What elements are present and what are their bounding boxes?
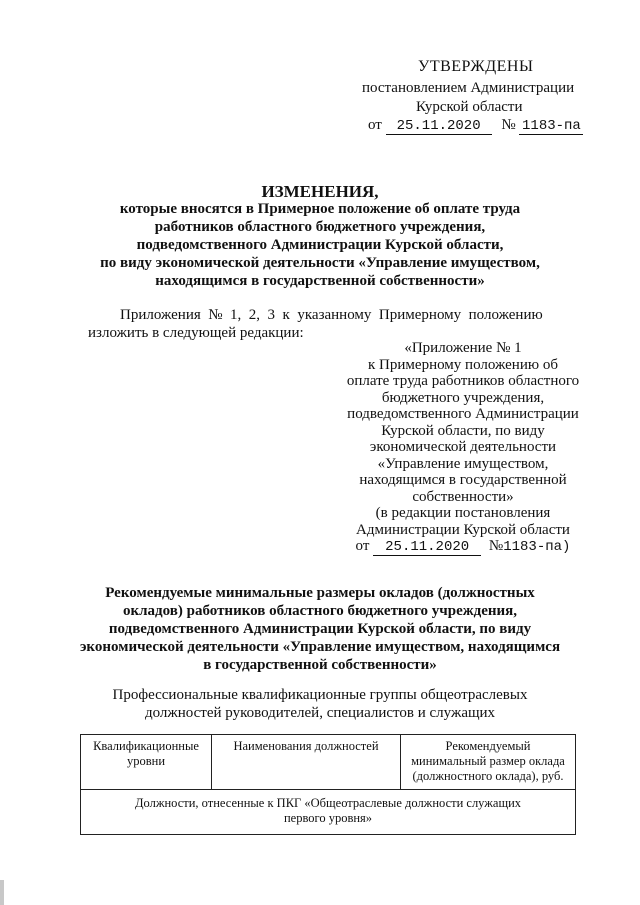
changes-line: подведомственного Администрации Курской области, xyxy=(136,237,504,253)
appendix-line: оплате труда работников областного xyxy=(346,373,580,389)
salaries-line: окладов) работников областного бюджетного учреждения, xyxy=(123,603,517,619)
changes-line: по виду экономической деятельности «Управление имуществом, xyxy=(100,255,540,271)
approval-number: 1183-па xyxy=(519,118,583,135)
header-text: Рекомендуемый xyxy=(445,739,531,753)
intro-line-2: изложить в следующей редакции: xyxy=(88,325,304,341)
group-row-text: Должности, отнесенные к ПКГ «Общеотраслевые должности служащих xyxy=(134,796,522,810)
pkg-heading-line-2: должностей руководителей, специалистов и служащих xyxy=(144,705,496,721)
header-text: Наименования должностей xyxy=(233,739,379,753)
approval-date-prefix: от xyxy=(368,117,382,133)
changes-line: работников областного бюджетного учреждения, xyxy=(154,219,486,235)
approval-number-prefix: № xyxy=(501,117,516,133)
appendix-line: собственности» xyxy=(412,488,514,505)
group-row xyxy=(81,790,576,835)
intro-line-1: Приложения № 1, 2, 3 к указанному Примерному положению xyxy=(120,307,543,323)
header-positions xyxy=(212,735,401,790)
group-row-text: первого уровня» xyxy=(283,811,373,825)
header-levels xyxy=(81,735,212,790)
appendix-line: находящимся в государственной xyxy=(359,472,567,488)
approval-title: УТВЕРЖДЕНЫ xyxy=(418,58,534,75)
approval-date-line xyxy=(368,117,583,135)
changes-heading: ИЗМЕНЕНИЯ, xyxy=(261,182,379,201)
appendix-date-prefix: от xyxy=(355,538,370,554)
table-row xyxy=(81,790,576,835)
pkg-heading xyxy=(70,686,570,722)
appendix-date-line xyxy=(330,538,596,556)
salary-table xyxy=(80,734,576,835)
appendix-date: 25.11.2020 xyxy=(373,539,481,556)
appendix-line: к Примерному положению об xyxy=(368,356,558,373)
header-text: (должностного оклада), руб. xyxy=(412,769,564,783)
appendix-line: «Управление имуществом, xyxy=(377,455,549,472)
salaries-line: Рекомендуемые минимальные размеры окладов (должностных xyxy=(105,585,535,601)
scan-edge xyxy=(0,880,4,905)
appendix-line: «Приложение № 1 xyxy=(404,340,522,356)
appendix-line: экономической деятельности xyxy=(369,439,557,455)
appendix-block xyxy=(330,340,596,556)
salaries-line: подведомственного Администрации Курской области, по виду xyxy=(108,621,532,637)
approval-date: 25.11.2020 xyxy=(386,118,492,135)
pkg-heading-line-1: Профессиональные квалификационные группы общеотраслевых xyxy=(112,687,528,703)
header-salary xyxy=(401,735,576,790)
appendix-line: подведомственного Администрации xyxy=(347,406,579,422)
salaries-line: экономической деятельности «Управление имуществом, находящимся xyxy=(79,639,561,655)
header-text: минимальный размер оклада xyxy=(411,754,565,768)
appendix-line: Администрации Курской области xyxy=(356,521,570,538)
salaries-line: в государственной собственности» xyxy=(203,657,437,673)
changes-subtitle xyxy=(90,200,550,290)
salaries-heading xyxy=(75,584,565,674)
header-text: Квалификационные xyxy=(93,739,199,753)
approval-line-1: постановлением Администрации xyxy=(362,80,575,96)
appendix-number-prefix: № xyxy=(488,538,504,554)
changes-line: находящимся в государственной собственности» xyxy=(155,273,485,289)
changes-line: которые вносятся в Примерное положение об оплате труда xyxy=(119,201,521,217)
approval-line-2: Курской области xyxy=(416,99,523,115)
appendix-line: (в редакции постановления xyxy=(375,505,551,521)
appendix-line: Курской области, по виду xyxy=(381,422,545,439)
header-text: уровни xyxy=(126,754,166,768)
appendix-line: бюджетного учреждения, xyxy=(381,389,545,406)
appendix-number: 1183-па) xyxy=(503,539,571,555)
table-header-row xyxy=(81,735,576,790)
